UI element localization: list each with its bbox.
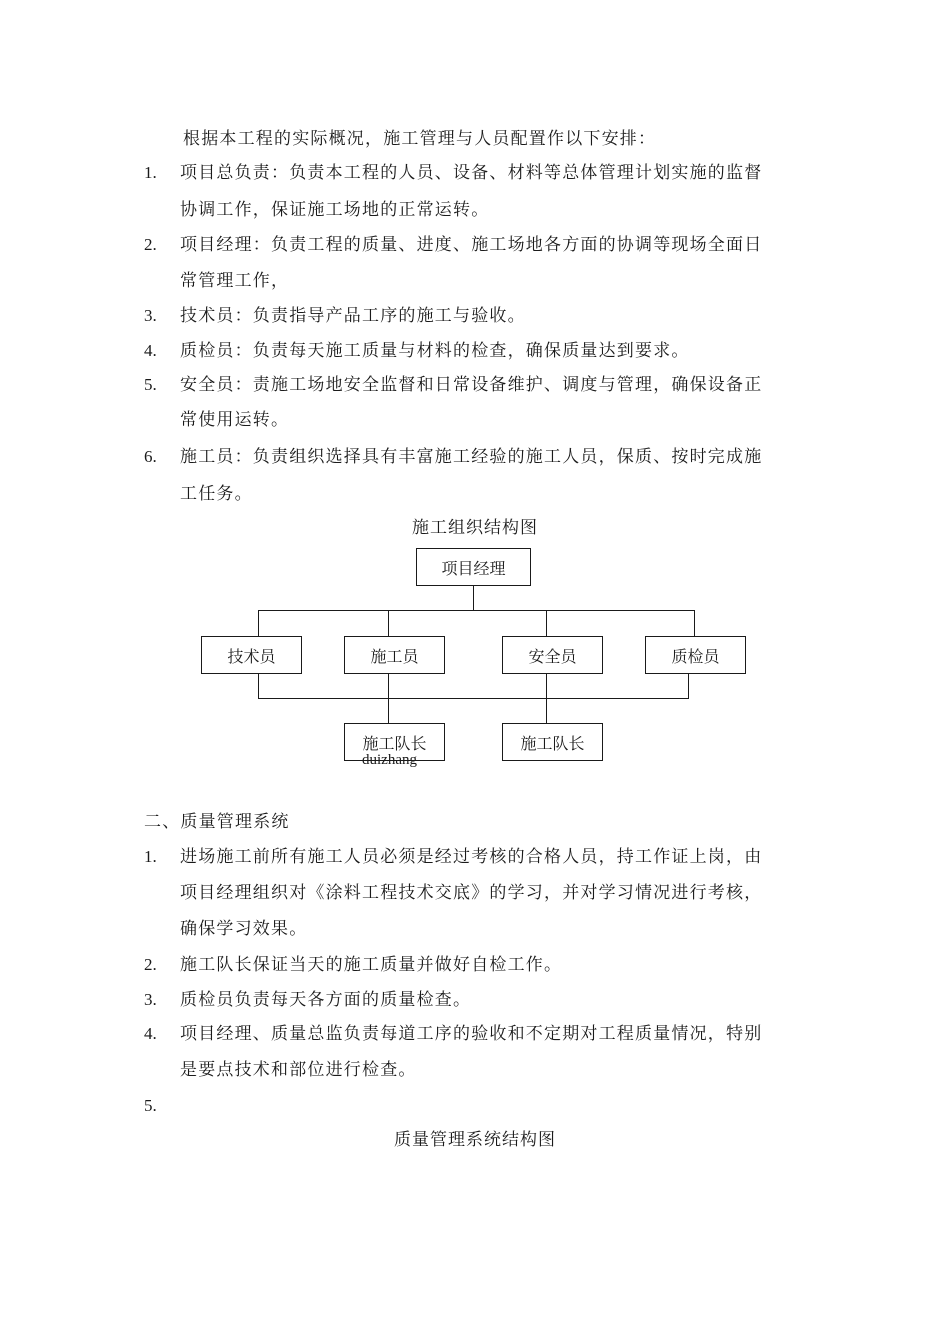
list2-number: 2. xyxy=(144,955,157,974)
org-box-technician: 技术员 xyxy=(201,636,302,674)
list1-number: 2. xyxy=(144,235,157,254)
list2-line: 项目经理、质量总监负责每道工序的验收和不定期对工程质量情况，特别 xyxy=(180,1024,763,1044)
section-heading: 二、质量管理系统 xyxy=(144,812,290,832)
connector-line xyxy=(688,674,689,698)
list1-number: 5. xyxy=(144,375,157,394)
connector-line xyxy=(258,610,695,611)
list2-number: 4. xyxy=(144,1024,157,1043)
org-box-project-manager: 项目经理 xyxy=(416,548,531,586)
connector-line xyxy=(258,674,259,698)
connector-line xyxy=(258,698,689,699)
list1-line: 施工员：负责组织选择具有丰富施工经验的施工人员，保质、按时完成施 xyxy=(180,447,763,467)
connector-line xyxy=(473,586,474,610)
list2-number: 5. xyxy=(144,1096,157,1115)
connector-line xyxy=(694,610,695,636)
org-chart-title: 施工组织结构图 xyxy=(412,518,538,538)
list1-number: 6. xyxy=(144,447,157,466)
connector-line xyxy=(546,610,547,636)
list1-number: 4. xyxy=(144,341,157,360)
list2-number: 1. xyxy=(144,847,157,866)
connector-line xyxy=(388,610,389,636)
connector-line xyxy=(546,674,547,698)
list2-line: 进场施工前所有施工人员必须是经过考核的合格人员，持工作证上岗，由 xyxy=(180,847,763,867)
list2-number: 3. xyxy=(144,990,157,1009)
list1-line: 技术员：负责指导产品工序的施工与验收。 xyxy=(180,306,526,326)
list2-line: 项目经理组织对《涂料工程技术交底》的学习，并对学习情况进行考核， xyxy=(180,883,763,903)
list1-line: 质检员：负责每天施工质量与材料的检查，确保质量达到要求。 xyxy=(180,341,690,361)
org-box-construction-worker: 施工员 xyxy=(344,636,445,674)
connector-line xyxy=(258,610,259,636)
list1-line: 常管理工作， xyxy=(180,271,290,291)
list1-line: 常使用运转。 xyxy=(180,410,290,430)
org-box-team-leader: 施工队长 xyxy=(502,723,603,761)
list1-line: 项目总负责：负责本工程的人员、设备、材料等总体管理计划实施的监督 xyxy=(180,163,763,183)
connector-line xyxy=(546,698,547,723)
list2-line: 是要点技术和部位进行检查。 xyxy=(180,1060,417,1080)
connector-line xyxy=(388,674,389,698)
list2-line: 施工队长保证当天的施工质量并做好自检工作。 xyxy=(180,955,563,975)
list1-line: 工任务。 xyxy=(180,484,253,504)
list2-line: 确保学习效果。 xyxy=(180,919,308,939)
list1-number: 1. xyxy=(144,163,157,182)
team-leader-note: duizhang xyxy=(362,752,417,768)
intro-paragraph: 根据本工程的实际概况，施工管理与人员配置作以下安排： xyxy=(183,129,657,149)
org-box-quality-inspector: 质检员 xyxy=(645,636,746,674)
org-box-team-leader: 施工队长 xyxy=(344,723,445,761)
quality-chart-title: 质量管理系统结构图 xyxy=(394,1130,556,1150)
list1-line: 安全员：责施工场地安全监督和日常设备维护、调度与管理，确保设备正 xyxy=(180,375,763,395)
org-box-safety-officer: 安全员 xyxy=(502,636,603,674)
connector-line xyxy=(388,698,389,723)
list2-line: 质检员负责每天各方面的质量检查。 xyxy=(180,990,472,1010)
list1-line: 协调工作，保证施工场地的正常运转。 xyxy=(180,200,490,220)
list1-number: 3. xyxy=(144,306,157,325)
list1-line: 项目经理：负责工程的质量、进度、施工场地各方面的协调等现场全面日 xyxy=(180,235,763,255)
